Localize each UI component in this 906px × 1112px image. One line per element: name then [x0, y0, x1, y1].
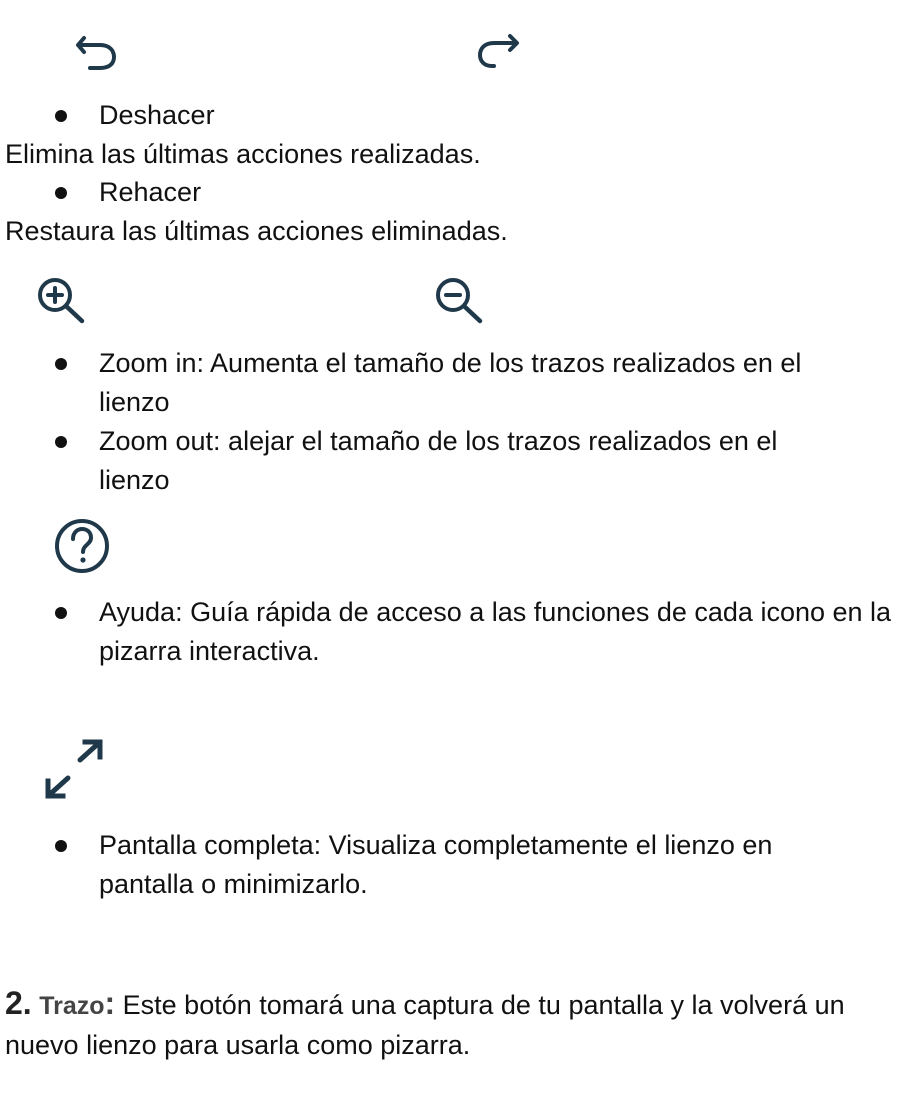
fullscreen-expand-icon[interactable] — [40, 736, 108, 802]
bullet-dot — [55, 187, 67, 199]
section-2-paragraph — [5, 984, 892, 1065]
list-item-zoom-out — [0, 422, 906, 500]
bullet-dot — [55, 110, 67, 122]
list-item-help — [0, 593, 906, 671]
redo-arrow-icon[interactable] — [474, 28, 522, 72]
section-2-text: Este botón tomará una captura de tu pantalla y la volverá un nuevo lienzo para usarla como pizarra. — [5, 990, 845, 1060]
list-item-zoom-in — [0, 344, 906, 422]
undo-description: Elimina las últimas acciones realizadas. — [5, 139, 481, 169]
redo-description: Restaura las últimas acciones eliminadas. — [5, 216, 508, 246]
fullscreen-text: Pantalla completa: Visualiza completamente el lienzo en pantalla o minimizarlo. — [99, 830, 773, 899]
zoom-out-text: Zoom out: alejar el tamaño de los trazos realizados en el lienzo — [99, 426, 778, 495]
undo-arrow-icon[interactable] — [74, 28, 120, 72]
zoom-in-text: Zoom in: Aumenta el tamaño de los trazos realizados en el lienzo — [99, 348, 802, 417]
section-2-number: 2. — [5, 985, 32, 1021]
redo-label: Rehacer — [99, 177, 202, 207]
list-item-redo — [0, 173, 906, 212]
zoom-in-icon[interactable] — [34, 276, 88, 326]
bullet-dot — [55, 607, 67, 619]
list-item-undo — [0, 96, 906, 135]
undo-label: Deshacer — [99, 100, 215, 130]
section-2-colon: : — [104, 985, 116, 1021]
bullet-dot — [55, 840, 67, 852]
bullet-dot — [55, 358, 67, 370]
bullet-dot — [55, 436, 67, 448]
zoom-out-icon[interactable] — [432, 276, 486, 326]
list-item-fullscreen — [0, 826, 906, 904]
help-question-icon[interactable] — [52, 516, 112, 576]
section-2-title: Trazo — [39, 992, 105, 1020]
help-text: Ayuda: Guía rápida de acceso a las funciones de cada icono en la pizarra interactiva. — [99, 597, 892, 666]
